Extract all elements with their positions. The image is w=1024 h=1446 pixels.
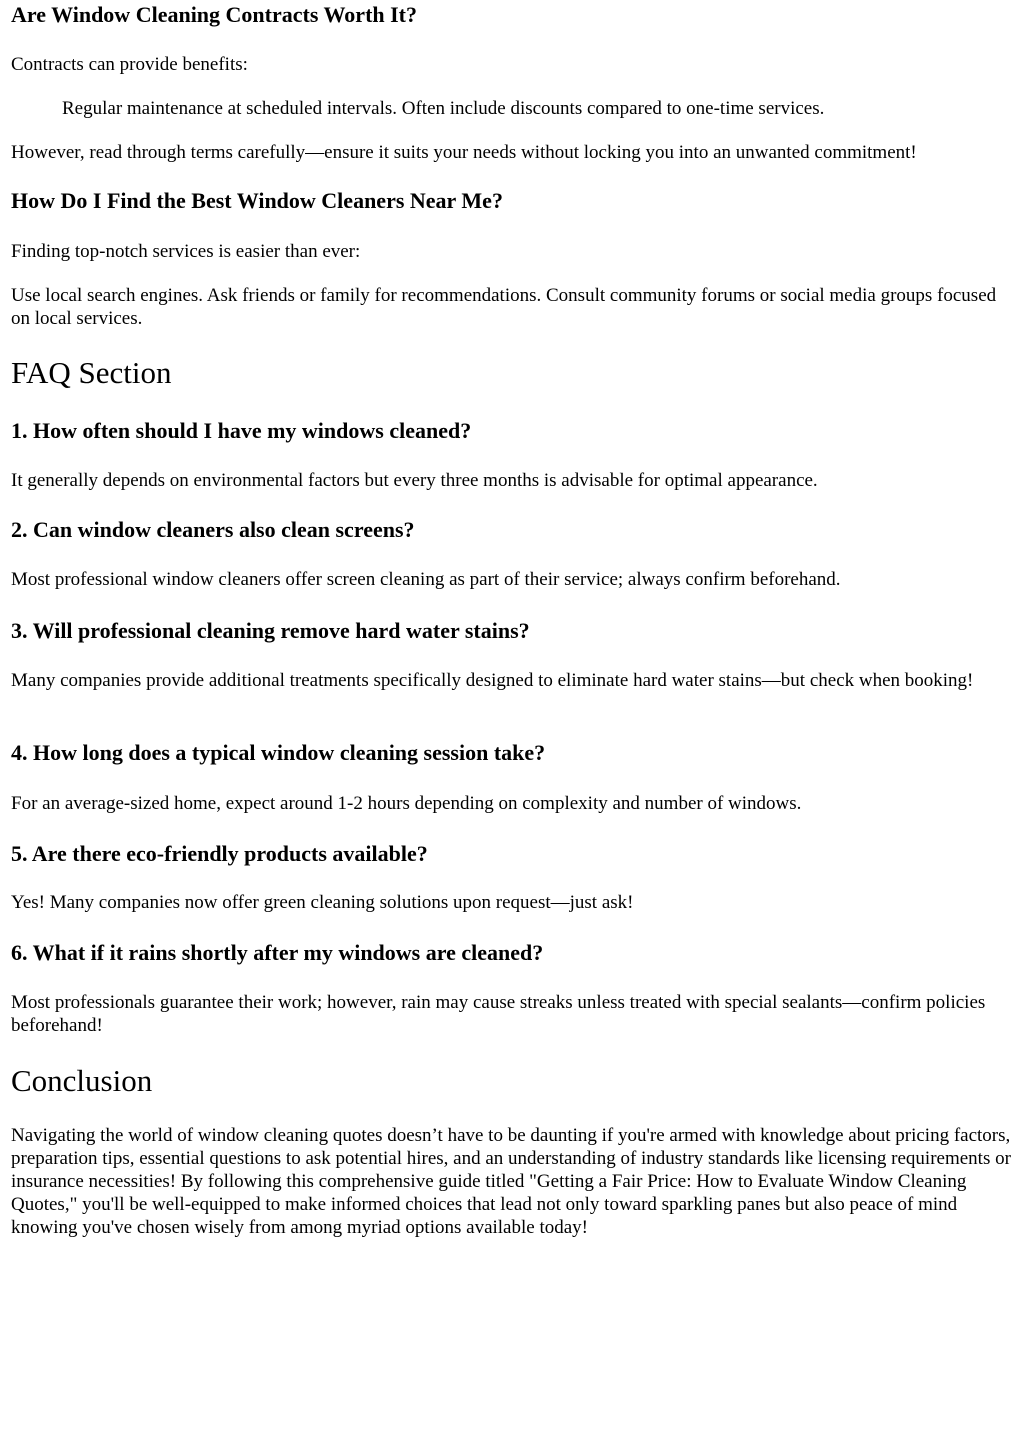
- contracts-heading: Are Window Cleaning Contracts Worth It?: [11, 2, 418, 27]
- find-best-tips: Use local search engines. Ask friends or family for recommendations. Consult community forums or social media groups focused on local services.: [11, 285, 997, 329]
- faq-question-2: 2. Can window cleaners also clean screens?: [11, 517, 415, 542]
- contracts-caution: However, read through terms carefully—ensure it suits your needs without locking you into an unwanted commitment!: [11, 142, 917, 163]
- faq-heading: FAQ Section: [11, 355, 172, 390]
- faq-question-1: 1. How often should I have my windows cleaned?: [11, 418, 472, 443]
- contracts-benefits: Regular maintenance at scheduled intervals. Often include discounts compared to one-time services.: [62, 98, 825, 119]
- conclusion-heading: Conclusion: [11, 1063, 153, 1098]
- faq-answer-1: It generally depends on environmental factors but every three months is advisable for optimal appearance.: [11, 470, 818, 491]
- faq-answer-4: For an average-sized home, expect around 1-2 hours depending on complexity and number of windows.: [11, 793, 802, 814]
- conclusion-body: Navigating the world of window cleaning quotes doesn’t have to be daunting if you're armed with knowledge about pricing factors, preparation tips, essential questions to ask potential hires, and an understanding of industry standards like licensing requirements or insurance necessities! By following this comprehensive guide titled "Getting a Fair Price: How to Evaluate Window Cleaning Quotes," you'll be well-equipped to make informed choices that lead not only toward sparkling panes but also peace of mind knowing you've chosen wisely from among myriad options available today!: [11, 1125, 1011, 1238]
- find-best-heading: How Do I Find the Best Window Cleaners Near Me?: [11, 188, 503, 213]
- faq-question-3: 3. Will professional cleaning remove hard water stains?: [11, 618, 530, 643]
- find-best-intro: Finding top-notch services is easier than ever:: [11, 241, 361, 262]
- faq-question-4: 4. How long does a typical window cleaning session take?: [11, 740, 546, 765]
- faq-answer-2: Most professional window cleaners offer screen cleaning as part of their service; always confirm beforehand.: [11, 569, 841, 590]
- faq-answer-6: Most professionals guarantee their work; however, rain may cause streaks unless treated with special sealants—confirm policies beforehand!: [11, 992, 986, 1036]
- faq-answer-5: Yes! Many companies now offer green cleaning solutions upon request—just ask!: [11, 892, 634, 913]
- faq-question-5: 5. Are there eco-friendly products available?: [11, 841, 428, 866]
- faq-question-6: 6. What if it rains shortly after my windows are cleaned?: [11, 940, 544, 965]
- contracts-intro: Contracts can provide benefits:: [11, 54, 248, 75]
- faq-answer-3: Many companies provide additional treatments specifically designed to eliminate hard water stains—but check when booking!: [11, 670, 974, 691]
